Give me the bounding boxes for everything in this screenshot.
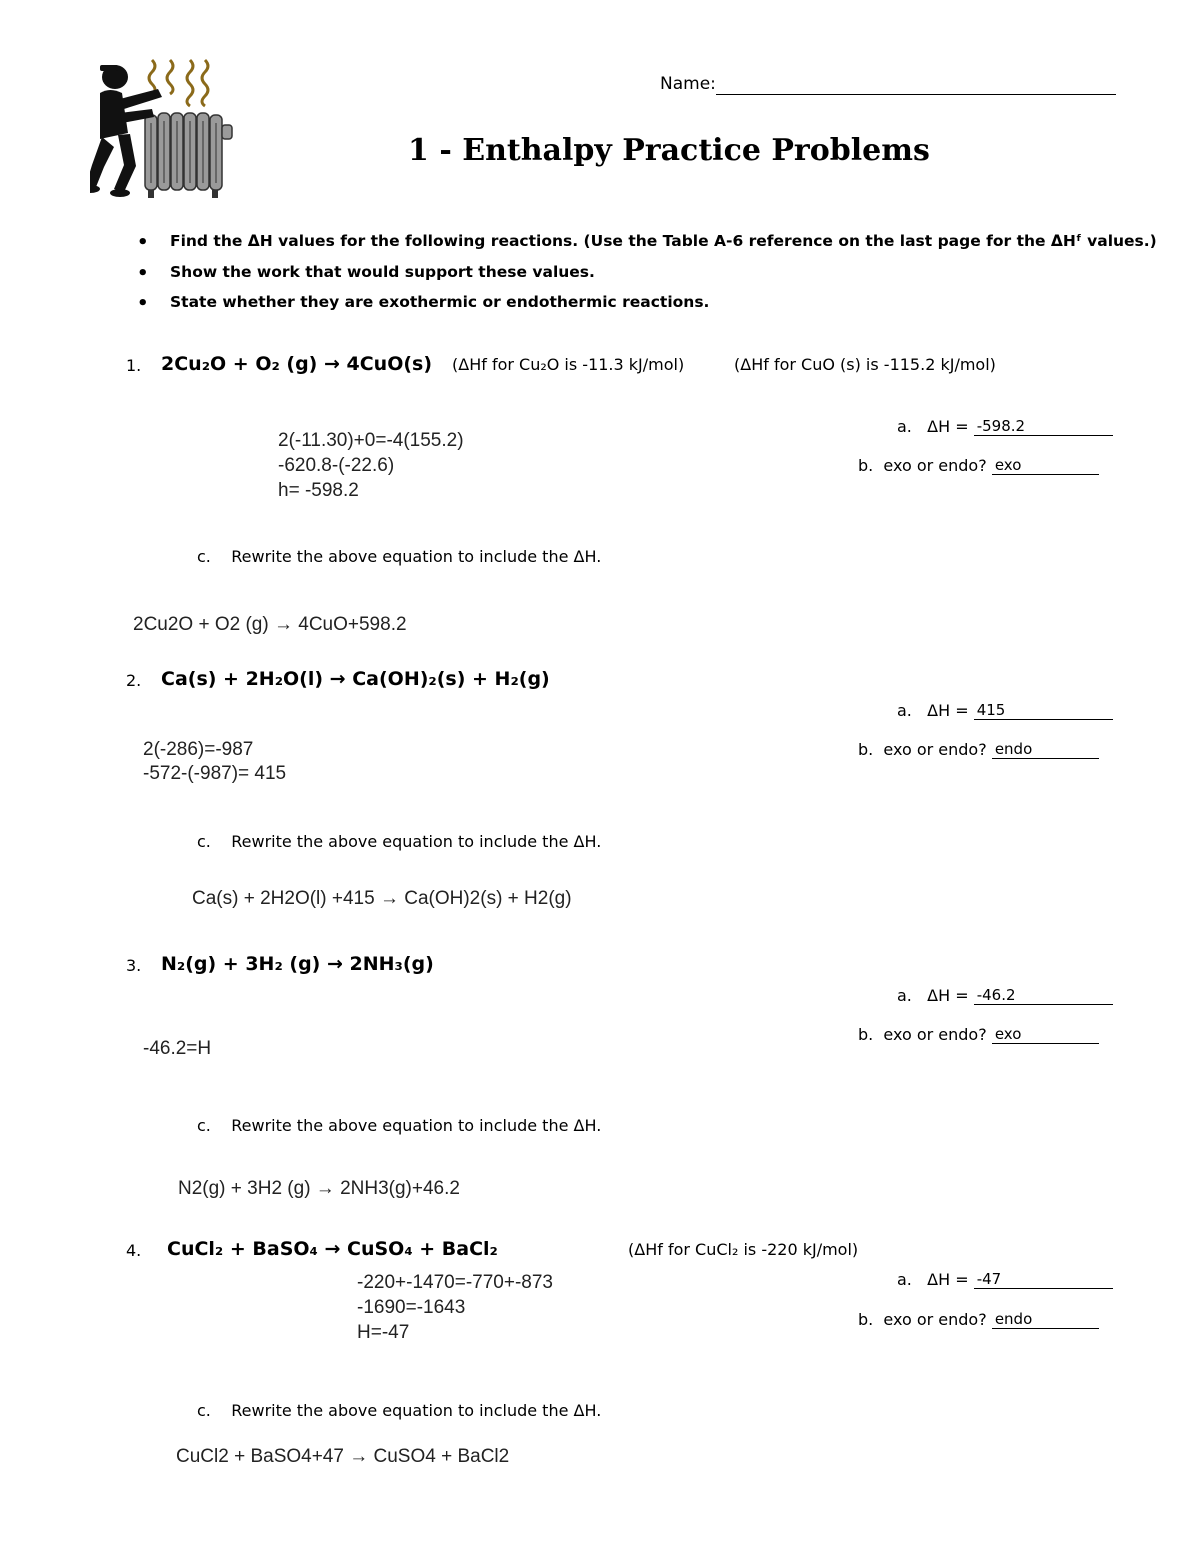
problem-number: 1.	[126, 356, 142, 375]
work-line: H=-47	[357, 1322, 410, 1343]
answer-exo-endo: b. exo or endo? exo	[858, 1025, 1099, 1044]
problem-equation: CuCl₂ + BaSO₄ → CuSO₄ + BaCl₂	[167, 1238, 498, 1260]
work-line: -572-(-987)= 415	[143, 763, 287, 784]
exo-endo-answer-field[interactable]: endo	[992, 740, 1099, 759]
rewrite-answer: CuCl2 + BaSO4+47 → CuSO4 + BaCl2	[176, 1446, 510, 1467]
work-line: -220+-1470=-770+-873	[357, 1272, 553, 1293]
work-line: h= -598.2	[278, 480, 359, 501]
rewrite-answer: Ca(s) + 2H2O(l) +415 → Ca(OH)2(s) + H2(g)	[192, 888, 572, 909]
work-line: -1690=-1643	[357, 1297, 466, 1318]
work-line: 2(-11.30)+0=-4(155.2)	[278, 430, 464, 451]
rewrite-prompt: c. Rewrite the above equation to include the ΔH.	[197, 832, 602, 851]
exo-endo-answer-field[interactable]: exo	[992, 1025, 1099, 1044]
problem-number: 2.	[126, 671, 142, 690]
rewrite-prompt: c. Rewrite the above equation to include the ΔH.	[197, 547, 602, 566]
exo-endo-answer-field[interactable]: endo	[992, 1310, 1099, 1329]
name-label: Name:	[660, 74, 716, 94]
answer-exo-endo: b. exo or endo? exo	[858, 456, 1099, 475]
dh-answer-field[interactable]: -598.2	[974, 417, 1113, 436]
problem-number: 4.	[126, 1241, 142, 1260]
work-line: 2(-286)=-987	[143, 739, 254, 760]
answer-exo-endo: b. exo or endo? endo	[858, 740, 1099, 759]
rewrite-answer: N2(g) + 3H2 (g) → 2NH3(g)+46.2	[178, 1178, 460, 1199]
problem-equation: Ca(s) + 2H₂O(l) → Ca(OH)₂(s) + H₂(g)	[161, 668, 550, 690]
answer-dh: a. ΔH = 415	[897, 701, 1113, 720]
dh-answer-field[interactable]: 415	[974, 701, 1113, 720]
answer-exo-endo: b. exo or endo? endo	[858, 1310, 1099, 1329]
answer-dh: a. ΔH = -47	[897, 1270, 1113, 1289]
work-line: -620.8-(-22.6)	[278, 455, 395, 476]
problem-note: (ΔHf for CuCl₂ is -220 kJ/mol)	[628, 1240, 859, 1259]
problem-note: (ΔHf for CuO (s) is -115.2 kJ/mol)	[734, 355, 996, 374]
rewrite-prompt: c. Rewrite the above equation to include the ΔH.	[197, 1401, 602, 1420]
exo-endo-answer-field[interactable]: exo	[992, 456, 1099, 475]
problem-equation: N₂(g) + 3H₂ (g) → 2NH₃(g)	[161, 953, 434, 975]
radiator-clipart-icon	[90, 55, 240, 205]
name-field[interactable]	[716, 94, 1116, 95]
page-title: 1 - Enthalpy Practice Problems	[408, 133, 930, 168]
problem-equation: 2Cu₂O + O₂ (g) → 4CuO(s)	[161, 353, 433, 375]
problem-number: 3.	[126, 956, 142, 975]
instruction-item: • Find the ΔH values for the following reactions. (Use the Table A-6 reference on the last page for the ΔHᶠ values.)	[137, 232, 1157, 253]
rewrite-answer: 2Cu2O + O2 (g) → 4CuO+598.2	[133, 614, 407, 635]
dh-answer-field[interactable]: -47	[974, 1270, 1113, 1289]
instruction-item: • Show the work that would support these values.	[137, 263, 595, 284]
answer-dh: a. ΔH = -46.2	[897, 986, 1113, 1005]
problem-note: (ΔHf for Cu₂O is -11.3 kJ/mol)	[452, 355, 685, 374]
rewrite-prompt: c. Rewrite the above equation to include the ΔH.	[197, 1116, 602, 1135]
instruction-item: • State whether they are exothermic or endothermic reactions.	[137, 293, 710, 314]
dh-answer-field[interactable]: -46.2	[974, 986, 1113, 1005]
work-line: -46.2=H	[143, 1038, 212, 1059]
answer-dh: a. ΔH = -598.2	[897, 417, 1113, 436]
instructions-list	[137, 232, 1157, 322]
